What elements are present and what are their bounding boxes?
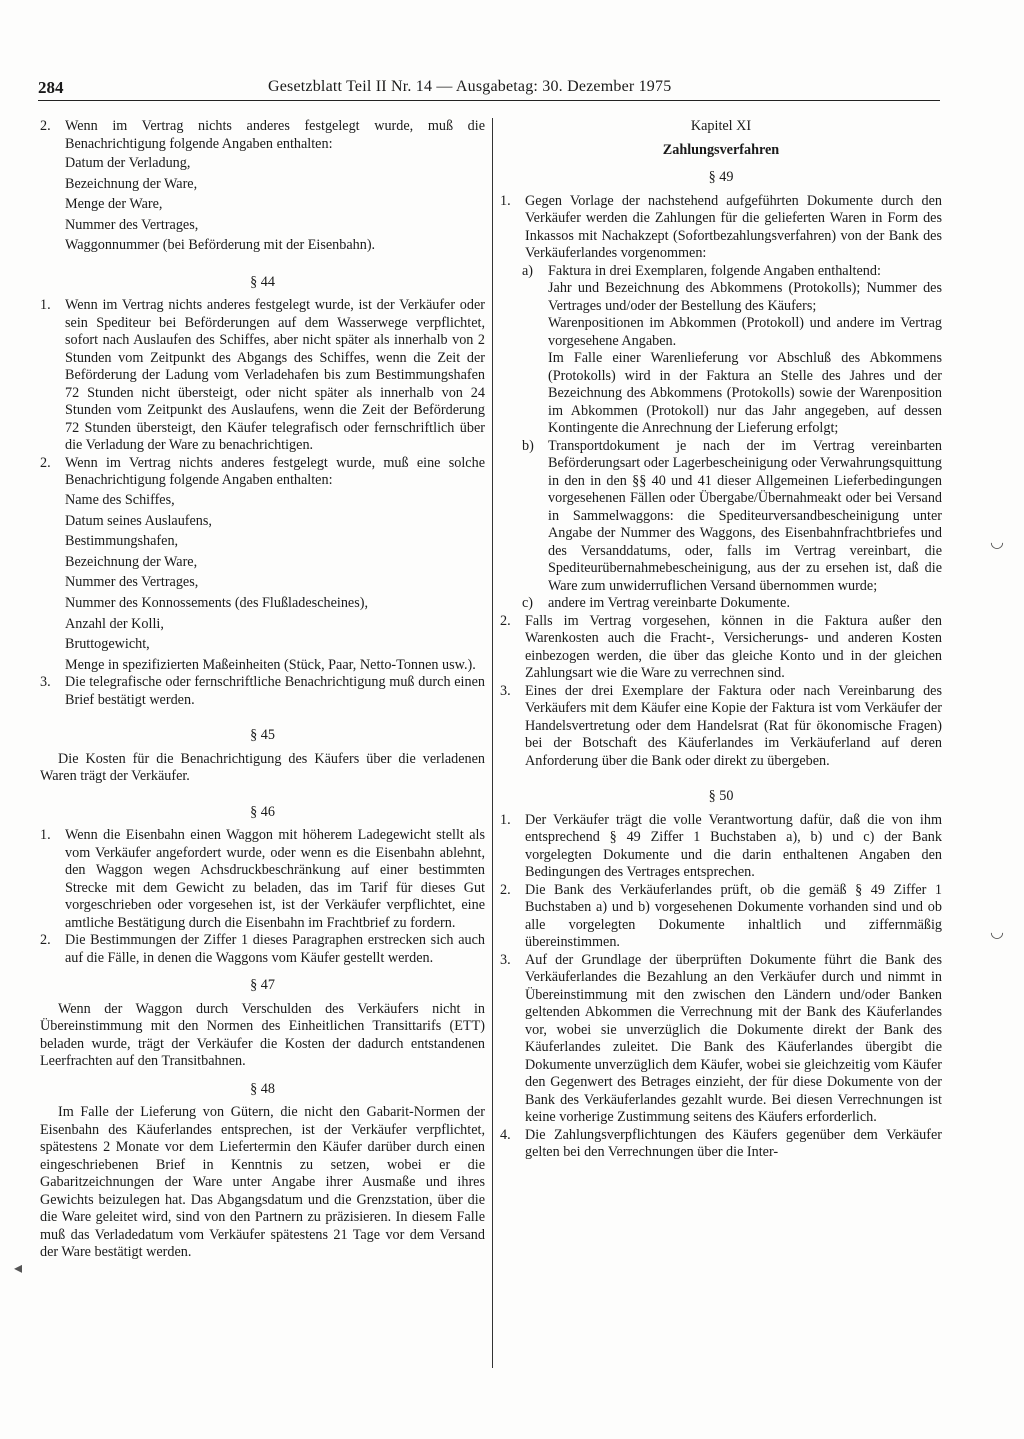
list-item: Menge in spezifizierten Maßeinheiten (Stück, Paar, Netto-Tonnen usw.). [65,656,476,673]
point-text: Wenn die Eisenbahn einen Waggon mit höherem Ladegewicht stellt als vom Verkäufer angefordert wurde, oder wenn es die Eisenbahn ablehnt, den Waggon wegen Achsdruckbeschränkung auf einer bestimmten Strecke mit dem Gewicht zu beladen, das im Tarif für dieses Gut vorgeschrieben oder vorgesehen ist, ist der Verkäufer verpflichtet, eine amtliche Bestätigung durch die Eisenbahn im Frachtbrief zu fordern. [65,827,485,931]
section-heading: § 44 [250,273,275,290]
s44-list [40,490,485,674]
s49-point-1 [500,193,942,263]
point-number: 2. [500,612,511,629]
section-heading: § 49 [708,169,734,185]
subpoint-text: andere im Vertrag vereinbarte Dokumente. [548,595,791,611]
list-item: Bezeichnung der Ware, [65,175,198,192]
section-heading: § 48 [250,1080,275,1097]
point-number: 2. [40,454,51,471]
point-number: 1. [500,192,511,209]
s45-text: Die Kosten für die Benachrichtigung des Käufers über die verladenen Waren trägt der Verkäufer. [40,750,485,785]
point-number: 2. [40,118,51,134]
point-text: Wenn im Vertrag nichts anderes festgelegt wurde, muß eine solche Benachrichtigung folgende Angaben enthalten: [65,454,485,489]
point-text: Wenn im Vertrag nichts anderes festgelegt wurde, muß die Benachrichtigung folgende Angaben enthalten: [65,118,485,152]
left-column [40,118,485,1262]
s44-point-1 [40,297,485,455]
list-item: Waggonnummer (bei Beförderung mit der Eisenbahn). [65,237,376,254]
s44-point-2 [40,455,485,490]
chapter-number: Kapitel XI [690,118,752,134]
list-item: Menge der Ware, [65,196,163,213]
subpoint-letter: c) [522,595,534,611]
page-number: 284 [38,78,64,97]
point-text: Der Verkäufer trägt die volle Verantwortung dafür, daß die von ihm entsprechend § 49 Ziffer 1 Buchstaben a), b) und c) der Bank vorgelegten Dokumente und die darin enthaltenen Angaben den Bedingungen des Vertrages entsprechen. [525,811,942,880]
s49-point-1b [500,438,942,596]
list-item: Nummer des Konnossements (des Flußladescheines), [65,594,369,611]
s47-text: Wenn der Waggon durch Verschulden des Verkäufers nicht in Übereinstimmung mit den Normen des Einheitlichen Transittarifs (ETT) beladen wurde, trägt der Verkäufer die Kosten der dadurch entstandenen Leerfrachten auf den Transitbahnen. [40,1000,485,1070]
point-text: Gegen Vorlage der nachstehend aufgeführten Dokumente durch den Verkäufer werden die Zahlungen für die gelieferten Waren in Form des Inkassos mit Nachakzept (Sofortbezahlungsverfahren) von der Bank des Verkäuferlandes vorgenommen: [525,192,942,261]
s46-point-1 [40,827,485,932]
s49-point-2 [500,613,942,683]
list-item: Bestimmungshafen, [65,533,179,550]
section-heading: § 47 [250,977,275,994]
point-number: 3. [40,674,51,691]
s43-list [40,153,485,256]
subpoint-text: Faktura in drei Exemplaren, folgende Angaben enthaltend: [548,262,881,279]
s49-point-1c [500,595,942,613]
s50-point-1 [500,812,942,882]
s50-point-3 [500,952,942,1127]
s50-point-2 [500,882,942,952]
s49-point-3 [500,683,942,771]
point-number: 2. [500,881,511,898]
point-number: 1. [500,811,511,828]
s44-point-3 [40,674,485,709]
subpoint-letter: a) [522,262,534,279]
subpoint-text: Transportdokument je nach der im Vertrag vereinbarten Beförderungsart oder Lagerbescheinigung oder Verwahrungsquittung in den in den §§ 40 und 41 dieser Allgemeinen Lieferbedingungen vorgesehenen Fällen oder Übergabe/Übernahmeakt oder bei Versand in Sammelwaggons: die Spediteurversandbescheinigung unter Angabe der Nummer des Waggons, des Eisenbahnfrachtbriefes und des Versanddatums, oder, falls im Vertrag vereinbart, die Spediteurübernahmebescheinigung, aus der zu ersehen ist, daß die Ware zum unwiderruflichen Versand übernommen wurde; [548,437,942,594]
right-column [500,118,942,1162]
list-item: Name des Schiffes, [65,491,175,508]
s46-point-2 [40,932,485,967]
s49-1a-para: Warenpositionen im Abkommen (Protokoll) und andere im Vertrag vorgesehene Angaben. [548,315,942,349]
section-heading: § 50 [708,788,734,804]
list-item: Bezeichnung der Ware, [65,553,198,570]
point-text: Falls im Vertrag vorgesehen, können in die Faktura außer den Warenkosten auch die Fracht-, Versicherungs- und anderen Kosten einbezogen werden, die über das gleiche Konto und in der gleichen Zahlungsart wie die Ware zu verrechnen sind. [525,612,942,681]
list-item: Anzahl der Kolli, [65,615,164,632]
point-text: Die telegrafische oder fernschriftliche Benachrichtigung muß durch einen Brief bestätigt werden. [65,674,485,708]
chapter-title: Zahlungsverfahren [662,141,780,158]
point-number: 3. [500,682,511,699]
point-number: 3. [500,951,511,968]
point-text: Die Bank des Verkäuferlandes prüft, ob die gemäß § 49 Ziffer 1 Buchstaben a) und b) vorgesehenen Dokumente vorhanden sind und ob alle vorgelegten Dokumente inhaltlich und ziffernmäßig übereinstimmen. [525,881,942,950]
page-header [38,76,940,101]
point-number: 1. [40,297,51,314]
list-item: Nummer des Vertrages, [65,216,199,233]
s48-text: Im Falle der Lieferung von Gütern, die nicht den Gabarit-Normen der Eisenbahn des Käuferlandes entsprechen, ist der Verkäufer verpflichtet, spätestens 2 Monate vor dem Liefertermin den Käufer darüber durch einen eingeschriebenen Brief in Kenntnis zu setzen, wobei er die Gabaritzeichnungen der Ware unter Angabe ihrer Ausmaße und ihres Gewichts beizulegen hat. Das Abgangsdatum und die Grenzstation, über die die Ware geleitet wird, sind von den Partnern zu präzisieren. In diesem Falle muß das Verladedatum vom Verkäufer spätestens 21 Tage vor dem Versand der Ware bestätigt werden. [40,1104,485,1261]
point-number: 4. [500,1126,511,1143]
s50-point-4 [500,1127,942,1162]
point-text: Auf der Grundlage der überprüften Dokumente führt die Bank des Verkäuferlandes die Bezahlung an den Verkäufer durch und nimmt in Übereinstimmung mit den zwischen den Ländern und/oder Banken geltenden Abkommen die Verrechnung mit der Bank des Käuferlandes vor, wobei sie unverzüglich die Dokumente direkt der Bank des Käuferlandes zuleitet. Die Bank des Käuferlandes übergibt die Dokumente unverzüglich dem Käufer, wobei sie gleichzeitig vom Käufer den Gegenwert des Betrages einzieht, der für diese Dokumente von der Bank des Verkäuferlandes gezahlt wurde. Bei diesen Verrechnungen ist keine vorherige Zustimmung seitens des Käufers erforderlich. [525,951,942,1125]
list-item: Nummer des Vertrages, [65,574,199,591]
subpoint-letter: b) [522,437,534,454]
point-text: Eines der drei Exemplare der Faktura oder nach Vereinbarung des Verkäufers mit dem Käufer eine Kopie der Faktura ist vom Verkäufer der Handelsvertretung oder dem Handelsrat (Rat für ökonomische Fragen) bei der Botschaft des Käuferlandes im Verkäuferland auf deren Anforderung über die Bank oder direkt zu übergeben. [525,682,942,769]
s49-point-1a [500,263,942,281]
column-divider [492,118,493,1368]
list-item: Bruttogewicht, [65,636,150,653]
list-item: Datum seines Auslaufens, [65,512,212,529]
list-item: Datum der Verladung, [65,155,191,171]
s43-point-2 [40,118,485,153]
point-text: Die Bestimmungen der Ziffer 1 dieses Paragraphen erstrecken sich auch auf die Fälle, in denen die Waggons vom Käufer gestellt werden. [65,932,485,966]
scan-mark: ◂ [14,1260,23,1277]
running-title: Gesetzblatt Teil II Nr. 14 — Ausgabetag: 30. Dezember 1975 [268,78,672,95]
section-heading: § 46 [250,803,275,820]
point-text: Die Zahlungsverpflichtungen des Käufers gegenüber dem Verkäufer gelten bei den Verrechnungen über die Inter- [525,1126,942,1160]
point-text: Wenn im Vertrag nichts anderes festgelegt wurde, ist der Verkäufer oder sein Spediteur bei Beförderungen auf dem Wasserwege verpflichtet, sofort nach Auslaufen des Schiffes, aber nicht später als innerhalb von 2 Stunden vom Zeitpunkt des Abgangs des Schiffes, wenn die Zeit der Beförderung der Ladung vom Verladehafen bis zum Bestimmungshafen 72 Stunden nicht übersteigt, oder nicht später als innerhalb von 24 Stunden vom Zeitpunkt des Auslaufens, wenn die Zeit der Beförderung 72 Stunden übersteigt, den Käufer telegrafisch oder fernschriftlich über die Verladung der Ware zu benachrichtigen. [65,297,485,454]
section-heading: § 45 [250,727,275,744]
scan-mark: ◡ [990,924,1004,941]
s49-1a-para: Jahr und Bezeichnung des Abkommens (Protokolls); Nummer des Vertrages und/oder der Bestellung des Käufers; [548,280,942,314]
s49-1a-para: Im Falle einer Warenlieferung vor Abschluß des Abkommens (Protokolls) wird in der Faktura an Stelle des Jahres und der Bezeichnung des Abkommens (Protokolls) sowie der Warenposition im Abkommen (Protokoll) nur das Jahr angegeben, auf dessen Kontingente die Anrechnung der Lieferung erfolgt; [548,350,942,436]
point-number: 1. [40,827,51,844]
point-number: 2. [40,932,51,949]
scan-mark: ◡ [990,534,1004,551]
